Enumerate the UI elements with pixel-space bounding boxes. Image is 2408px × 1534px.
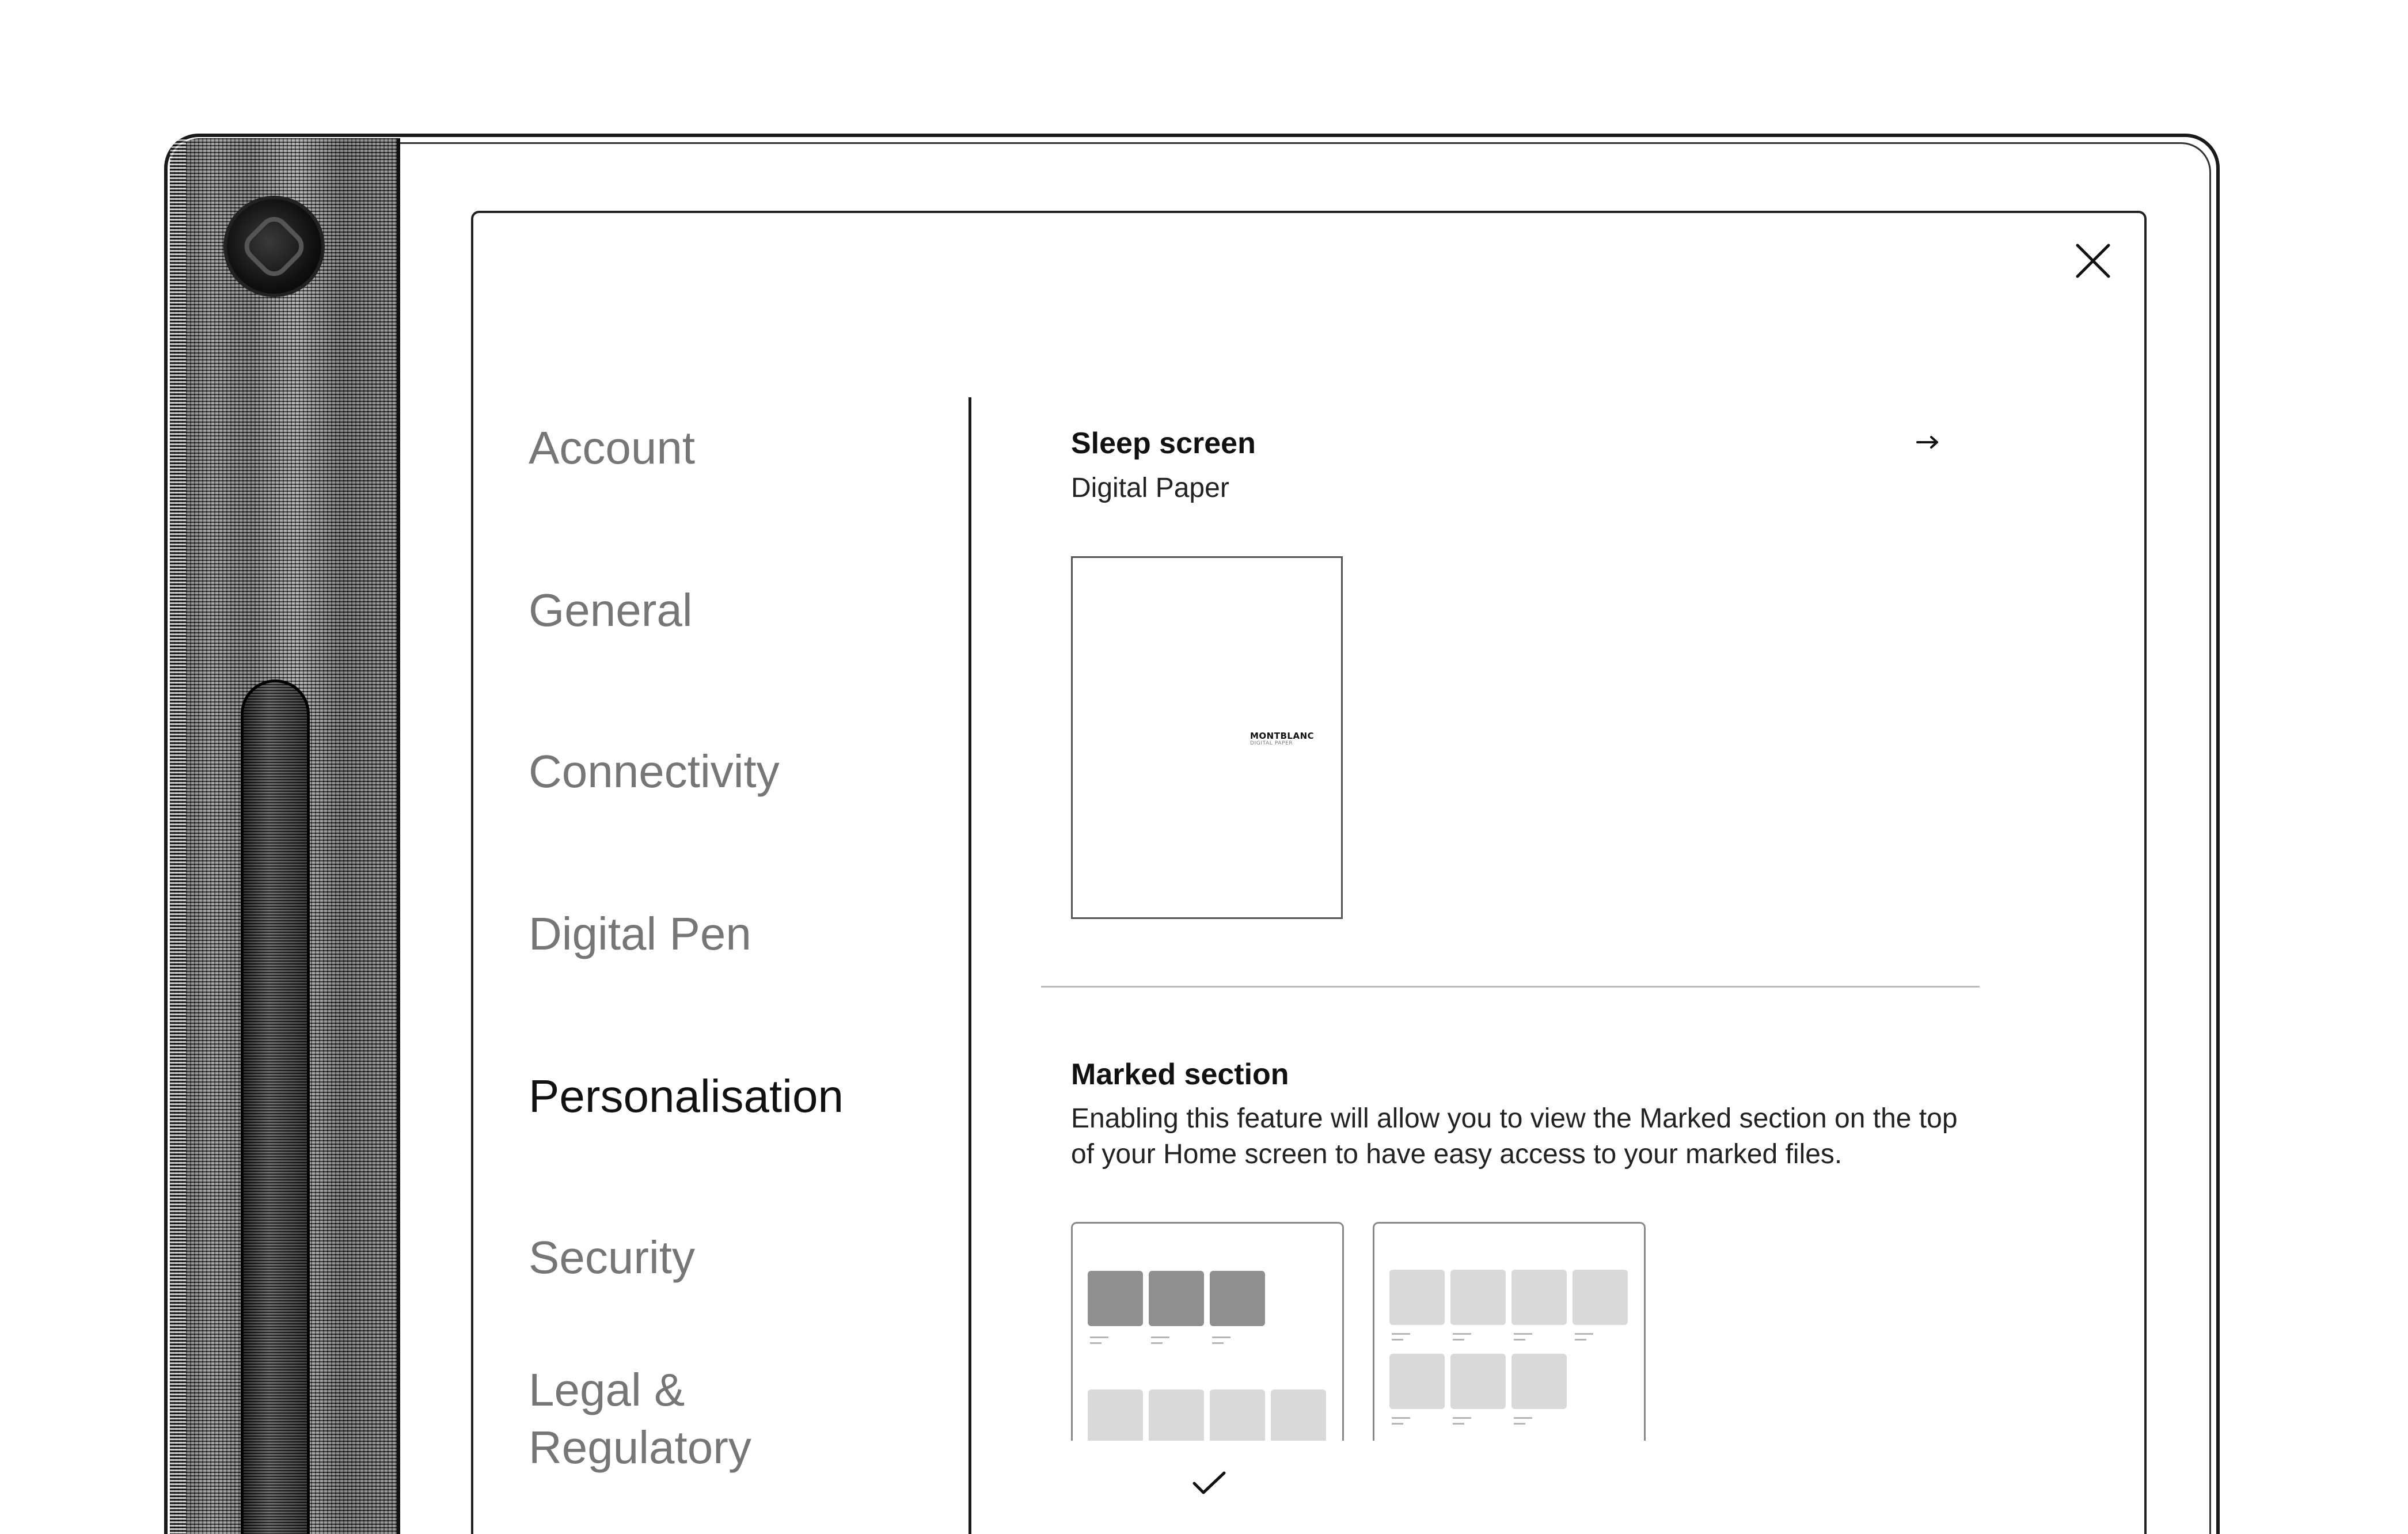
- marked-section-title: Marked section: [1071, 1058, 1289, 1091]
- caption-line: [1392, 1333, 1410, 1335]
- tile-light: [1149, 1389, 1204, 1441]
- checkmark-icon: [1191, 1467, 1228, 1499]
- nav-item-account[interactable]: Account: [529, 422, 696, 473]
- montblanc-logo: [1250, 732, 1314, 746]
- caption-line: [1392, 1423, 1403, 1425]
- tile-light: [1271, 1389, 1326, 1441]
- nav-item-personalisation[interactable]: Personalisation: [529, 1070, 844, 1122]
- selected-checkmark: [1191, 1467, 1228, 1499]
- caption-line: [1151, 1336, 1169, 1338]
- tile-light: [1389, 1354, 1445, 1409]
- section-divider: [1041, 986, 1980, 988]
- sleep-screen-preview[interactable]: [1071, 556, 1343, 919]
- nav-item-legal-regulatory[interactable]: [529, 1361, 751, 1476]
- tile-light: [1210, 1389, 1265, 1441]
- marked-section-description: Enabling this feature will allow you to view the Marked section on the top of your Home screen to have easy access to your marked files.: [1071, 1103, 1958, 1170]
- caption-line: [1090, 1336, 1108, 1338]
- layout-option-1[interactable]: [1071, 1222, 1344, 1441]
- preview-brand: MONTBLANC: [1250, 731, 1315, 741]
- tile-light: [1450, 1270, 1506, 1325]
- tile-light: [1389, 1270, 1445, 1325]
- nav-item-legal-line2: Regulatory: [529, 1422, 751, 1473]
- caption-line: [1453, 1339, 1464, 1341]
- spine-stitching: [170, 138, 186, 1534]
- caption-line: [1392, 1417, 1410, 1419]
- nav-item-connectivity[interactable]: Connectivity: [529, 746, 780, 797]
- close-button[interactable]: [2073, 241, 2113, 281]
- arrow-right-icon: [1911, 425, 1945, 460]
- montblanc-emblem-icon: [223, 196, 325, 297]
- tile-light: [1088, 1389, 1143, 1441]
- nav-divider: [968, 397, 971, 1534]
- tile-light: [1450, 1354, 1506, 1409]
- caption-line: [1453, 1417, 1471, 1419]
- caption-line: [1212, 1342, 1224, 1344]
- tile-dark: [1210, 1271, 1265, 1326]
- caption-line: [1392, 1339, 1403, 1341]
- tile-light: [1511, 1270, 1567, 1325]
- tile-light: [1573, 1270, 1628, 1325]
- caption-line: [1090, 1342, 1102, 1344]
- sleep-screen-value: Digital Paper: [1071, 473, 1229, 503]
- caption-line: [1575, 1339, 1586, 1341]
- caption-line: [1575, 1333, 1593, 1335]
- nav-item-security[interactable]: Security: [529, 1232, 695, 1283]
- layout-option-2[interactable]: [1373, 1222, 1646, 1441]
- sleep-screen-title: Sleep screen: [1071, 427, 1256, 460]
- nav-item-general[interactable]: General: [529, 584, 693, 636]
- nav-item-digital-pen[interactable]: Digital Pen: [529, 908, 751, 959]
- caption-line: [1151, 1342, 1163, 1344]
- caption-line: [1514, 1333, 1532, 1335]
- caption-line: [1514, 1339, 1525, 1341]
- pen-holder: [241, 679, 310, 1534]
- preview-brand-sub: DIGITAL PAPER: [1250, 741, 1293, 746]
- tile-light: [1511, 1354, 1567, 1409]
- caption-line: [1514, 1417, 1532, 1419]
- caption-line: [1514, 1423, 1525, 1425]
- tile-dark: [1088, 1271, 1143, 1326]
- nav-item-legal-line1: Legal &: [529, 1364, 685, 1415]
- caption-line: [1453, 1423, 1464, 1425]
- caption-line: [1453, 1333, 1471, 1335]
- sleep-screen-arrow-button[interactable]: [1911, 425, 1945, 460]
- close-icon: [2073, 241, 2113, 281]
- tile-dark: [1149, 1271, 1204, 1326]
- caption-line: [1212, 1336, 1230, 1338]
